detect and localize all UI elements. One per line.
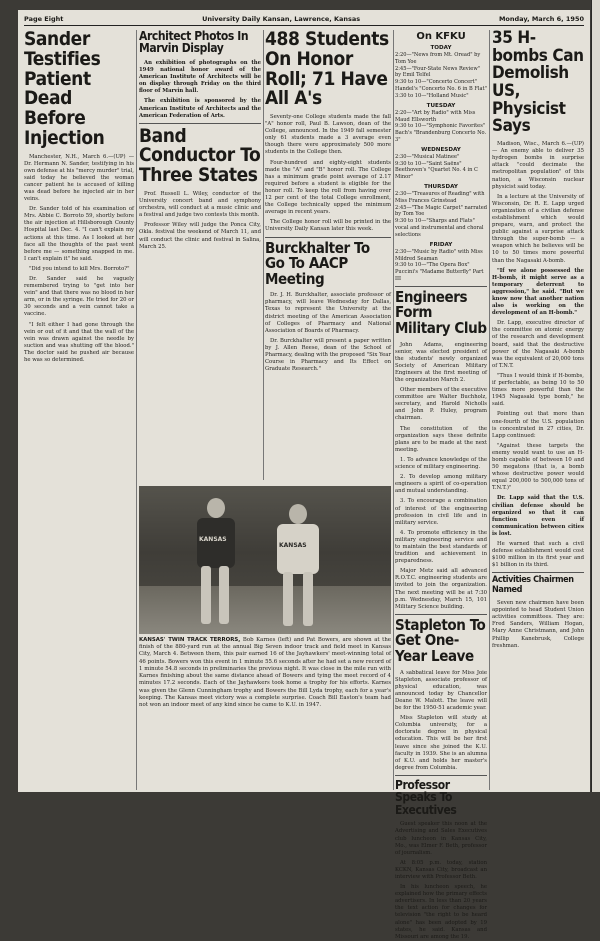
article-paragraph: Manchester, N.H., March 6.—(UP) — Dr. Hermann N. Sander, testifying in his own defense at his "mercy murder" trial, said today he believed the woman cancer patient he is accused of killing was dead before he injected air in her veins. — [24, 153, 134, 203]
article-paragraph: Dr. Lapp said that the U.S. civilian defense should be organized so that it can function even if communication between cities is lost. — [492, 495, 584, 537]
photo-caption — [139, 637, 391, 709]
kfku-item: 9:30 to 10—"Sharps and Flats" vocal and instrumental and choral selections — [395, 218, 484, 238]
article-paragraph: 1. To advance knowledge of the science of military engineering. — [395, 456, 487, 471]
article-paragraph: "Against these targets the enemy would want to use an H-bomb capable of between 10 and 50 megatons (that is, a bomb whose destructive power would equal 200,000 to 500,000 tons of T.N.T.)" — [492, 442, 584, 492]
divider — [492, 572, 584, 573]
article-paragraph: Seventy-one College students made the fall "A" honor roll, Paul B. Lawson, dean of the College, announced. In the 1949 fall semester only 61 students made a 3 average even though there were approximately 500 more students in the College then. — [265, 114, 391, 156]
folio-bar — [24, 13, 584, 26]
kfku-item: 2:45—"The Magic Carpet" narrated by Tom Yoe — [395, 204, 488, 218]
article-paragraph: 3. To encourage a combination of interest of the engineering profession in civil life and in military service. — [395, 498, 487, 526]
headline-stapleton: Stapleton To Get One-Year Leave — [395, 615, 486, 665]
runner-left — [187, 498, 247, 628]
column-rule — [489, 30, 490, 790]
article-paragraph: Seven new chairmen have been appointed to head Student Union activities committees. They are: Fred Sanders, William Hogan, Mary Anne Christmann, and John Phillip Kanebrusk, College freshman. — [492, 600, 584, 649]
kfku-day-label: TODAY — [430, 45, 452, 51]
jersey-lettering-right: KANSAS — [279, 542, 307, 549]
article-paragraph: 2. To develop among military engineers a spirit of co-operation and mutual understanding. — [395, 474, 487, 495]
article-paragraph: "I felt either I had gone through the vein or out of it and that the wall of the vein was drawn against the needle by suction and was shutting off the blood." The doctor said he pushed air because he was so determined. — [24, 321, 134, 364]
article-paragraph: At 8:05 p.m. today, station KCKN, Kansas City, broadcast an interview with Professor Beth. — [395, 859, 487, 880]
article-paragraph: Dr. Sander told of his examination of Mrs. Abbie C. Borroto 59, shortly before the air injection at Hillsborough County Hospital last Dec. 4. "I can't explain my actions at this time. As I looked at her face all the thoughts of the past went before me — something snapped in me. I can't explain it" he said. — [24, 206, 134, 262]
kfku-day — [395, 45, 487, 100]
headline-sander: Sander Testifies Patient Dead Before Injection — [24, 28, 105, 149]
article-paragraph: The constitution of the organization says these definite plans are to be made at the next meeting. — [395, 425, 487, 453]
kfku-day — [395, 147, 487, 181]
divider — [395, 614, 487, 615]
column-four — [395, 30, 488, 940]
article-paragraph: "Thus I would think if H-bombs, if perfectable, as being 10 to 50 times more powerful than the 1945 Nagasaki type bomb," he said. — [492, 372, 584, 408]
headline-activities: Activities Chairmen Named — [492, 575, 574, 595]
headline-band: Band Conductor To Three States — [139, 124, 261, 187]
divider — [265, 237, 391, 238]
article-paragraph: The College honor roll will be printed in the University Daily Kansan later this week. — [265, 219, 391, 233]
kfku-item: 3:30 to 10—"Holland Music" — [395, 92, 469, 99]
article-sander — [24, 30, 134, 790]
divider — [395, 775, 487, 776]
divider — [139, 123, 261, 124]
headline-burckhalter: Burckhalter To Go To AACP Meeting — [265, 238, 370, 288]
kfku-item: 2:30—"Music by Radio" with Miss Mildred Seaman — [395, 248, 483, 262]
headline-architect: Architect Photos In Marvin Display — [139, 29, 249, 56]
article-paragraph: Other members of the executive committee are Walter Buchholz, secretary, and Harold Nicholls and John P. Huley, program chairman. — [395, 387, 487, 422]
article-paragraph: In his luncheon speech, he explained how the primary effects advertisers. In less than 20 years the text action for changes for television "the right to be heard alone" has been adopted by 19 states, he said. Kansas and Missouri are among the 19. — [395, 884, 487, 940]
article-paragraph: Pointing out that more than one-fourth of the U.S. population is concentrated in 27 cities, Dr. Lapp continued: — [492, 411, 584, 439]
column-five — [492, 30, 584, 790]
article-paragraph: He warned that such a civil defense establishment would cost $100 million in its first year and $1 billion in its third. — [492, 541, 584, 569]
kfku-day — [395, 184, 487, 239]
article-paragraph: In a lecture at the University of Wisconsin, Dr. R. E. Lapp urged organization of a civilian defense establishment which would prepare, warn, and protect the public against a surprise attack through the super-bomb — a weapon which he believes will be 10 to 50 times more powerful than the Nagasaki A-bomb. — [492, 193, 584, 264]
kfku-item: 9:30 to 10—"Concerto Concert" Handel's "Concerto No. 6 in B Flat" — [395, 79, 487, 93]
kfku-item: 2:30—"Musical Matinee" — [395, 153, 460, 160]
caption-text-2: Each of the Jayhawkers took home a trophy for his efforts. Karnes was given the Glenn Cunningham trophy and Bowers the Bill Lyda trophy, each for a year's keeping. — [139, 680, 391, 701]
article-paragraph: A sabbatical leave for Miss Joie Stapleton, associate professor of physical education, was announced today by Chancellor Deane W. Malott. The leave will be for the 1950-51 academic year. — [395, 669, 487, 712]
newspaper-page — [18, 10, 590, 940]
kfku-item: 9:30 to 10—"The Opera Box" Puccini's "Madame Butterfly" Part III — [395, 262, 484, 282]
column-rule — [263, 30, 264, 480]
adjacent-page-edge — [591, 0, 600, 792]
photo-floor — [139, 586, 391, 634]
article-paragraph: Prof. Russell L. Wiley, conductor of the University concert band and symphony orchestra, will conduct at a music clinic and a festival and judge two contests this month. — [139, 190, 261, 219]
article-paragraph: Major Metz said all advanced R.O.T.C. engineering students are invited to join the organization. The next meeting will be at 7:30 p.m. Wednesday, March 15, 101 Military Science building. — [395, 568, 487, 610]
kfku-day — [395, 103, 487, 144]
divider — [395, 286, 487, 287]
article-paragraph: Four-hundred and eighty-eight students made the "A" and "B" honor roll. The College has a minimum grade point average of 2.17 required before a student is eligible for the honor roll. To keep the roll from having over 12 per cent of the total College enrollment, the College technically upped the minimum average in recent years. — [265, 159, 391, 216]
article-paragraph: Dr. J. H. Burckhalter, associate professor of pharmacy, will leave Wednesday for Dallas, Texas to represent the University at the district meeting of the American Association of Colleges of Pharmacy and National Association of Boards of Pharmacy. — [265, 292, 391, 334]
column-three — [265, 30, 391, 482]
article-paragraph: Dr. Burckhalter will present a paper written by J. Allen Reese, dean of the School of Pharmacy, dealing with the proposed "Six Year Course in Pharmacy and Its Effect on Graduate Research." — [265, 337, 391, 373]
kfku-day-label: TUESDAY — [426, 102, 456, 109]
kfku-item: 2:20—"News from Mt. Oread" by Tom Yoe — [395, 52, 481, 65]
track-photo — [139, 486, 391, 634]
folio-page-number: Page Eight — [24, 15, 64, 23]
kfku-day — [395, 242, 487, 283]
kfku-day-label: FRIDAY — [429, 241, 453, 248]
headline-engineers: Engineers Form Military Club — [395, 287, 487, 337]
article-paragraph: Guest speaker this noon at the Advertising and Sales Executives club luncheon in Kansas City, Mo., was Elmer F. Beth, professor of journalism. — [395, 821, 487, 856]
kfku-item: 2:20—"Art by Radio" with Miss Maud Ellsworth — [395, 109, 476, 123]
caption-text: Bob Karnes (left) and Pat Bowers, are shown at the finish of the 880-yard run at the annual Big Seven indoor track and field meet in Kansas City, March 4. Between them, this pair earned 16 of the Jayhawkers' meet-winning total of 46 points. Bowers won this event in 1 minute 55.6 seconds after he had set a new record of 1 minute 54.8 seconds in preliminaries the previous night. It was close in the mile run with Karnes finishing about the same distance ahead of Bowers and tying the meet record of 4 minutes 17.2 seconds. — [139, 637, 391, 687]
kfku-item: 9:30 to 10—"Symphonic Favorites" Bach's "Brandenburg Concerto No. 3" — [395, 123, 487, 143]
article-paragraph: Professor Wiley will judge the Ponca City, Okla. festival the weekend of March 11, and will conduct the clinic and festival in Salina, March 25. — [139, 222, 261, 250]
article-paragraph: Dr. Sander said he vaguely remembered trying to "get into her vein" and that there was no blood in her arm, or in the syringe. He tried for 20 or 30 seconds and a vein cannot take a vaccine. — [24, 276, 134, 318]
article-paragraph: "If we alone possessed the H-bomb, it might serve as a temporary deterrent to aggression," he said. "But we know now that another nation also is working on the development of an H-bomb." — [492, 267, 584, 317]
article-paragraph: Dr. Lapp, executive director of the committee on atomic energy of the research and development board, said that the destructive power of the Nagasaki A-bomb was the equivalent of 20,000 tons of T.N.T. — [492, 320, 584, 369]
headline-professor: Professor Speaks To Executives — [395, 777, 457, 817]
kfku-day-label: THURSDAY — [424, 184, 458, 190]
kfku-day-label: WEDNESDAY — [421, 146, 461, 153]
caption-text-3: The Kansas meet victory was a complete surprise. Coach Bill Easton's team had not won an indoor meet of any kind since he came to K.U. in 1947. — [139, 694, 391, 709]
kfku-item: 2:30—"Treasures of Reading" with Miss Frances Grinstead — [395, 191, 485, 204]
headline-honor-roll: 488 Students On Honor Roll; 71 Have All A's — [265, 28, 389, 110]
kfku-item: 2:45—"Four-State News Review" by Emil Telfel — [395, 65, 481, 79]
caption-lead: KANSAS' TWIN TRACK TERRORS, — [139, 637, 241, 643]
article-paragraph: The exhibition is sponsored by the American Institute of Architects and the American Federation of Arts. — [139, 98, 261, 119]
article-paragraph: "Did you intend to kill Mrs. Borroto?" — [29, 265, 130, 272]
article-paragraph: An exhibition of photographs on the 1949 national honor award of the American Institute of Architects will be on display through Friday on the third floor of Marvin hall. — [139, 59, 261, 95]
article-paragraph: John Adams, engineering senior, was elected president of the students' newly organized Society of American Military Engineers at the first meeting of the organization March 2. — [395, 341, 487, 383]
jersey-lettering-left: KANSAS — [199, 536, 227, 543]
kfku-item: 9:30 to 10—"Saint Saëns" Beethoven's "Quartet No. 4 in C Minor" — [395, 160, 478, 181]
column-rule — [393, 30, 394, 790]
article-paragraph: Madison, Wisc., March 6.—(UP) — An enemy able to deliver 35 hydrogen bombs in surprise attack "could decimate the metropolitan population" of this nation, a Wisconsin nuclear physicist said today. — [492, 141, 584, 190]
article-paragraph: 4. To promote efficiency in the military engineering service and to maintain the best standards of tradition and achievement in preparedness. — [395, 529, 487, 565]
kfku-schedule — [395, 31, 487, 283]
folio-date: Monday, March 6, 1950 — [498, 15, 584, 23]
column-rule — [136, 30, 137, 790]
column-two — [139, 30, 261, 482]
folio-masthead: University Daily Kansan, Lawrence, Kansas — [202, 15, 361, 23]
runner-right — [267, 504, 331, 630]
article-paragraph: Miss Stapleton will study at Columbia university, for a doctorate degree in physical education. This will be her first leave since she joined the K.U. faculty in 1939. She is an alumna of K.U. and holds her master's degree from Columbia. — [395, 715, 487, 771]
headline-h-bombs: 35 H-bombs Can Demolish US, Physicist Says — [492, 28, 584, 137]
kfku-title: On KFKU — [416, 31, 466, 42]
